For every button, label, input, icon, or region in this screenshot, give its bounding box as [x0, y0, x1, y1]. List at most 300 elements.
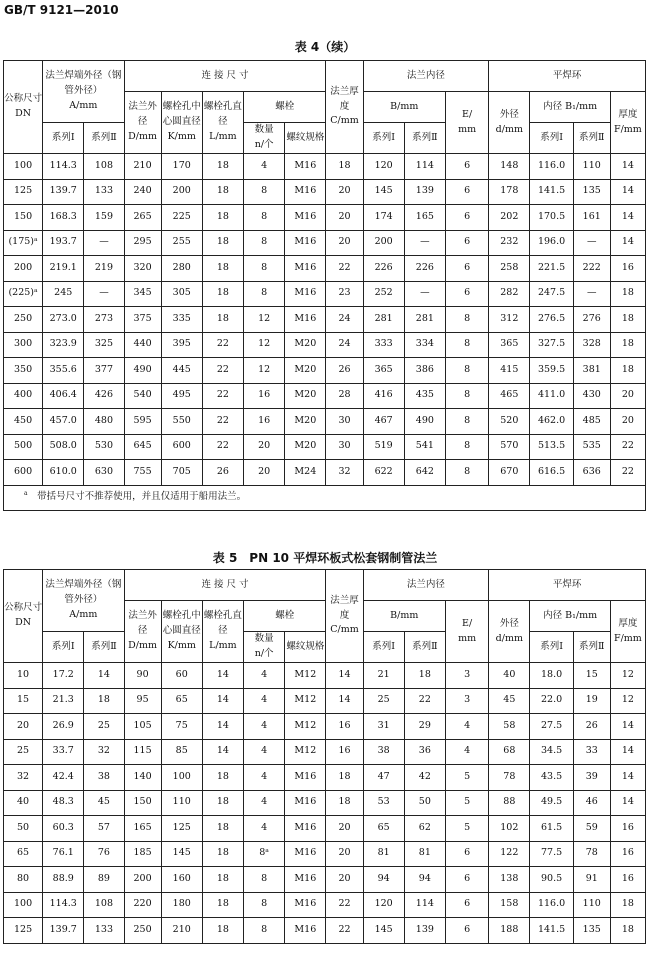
table-cell: M12 — [285, 688, 326, 714]
table-cell: 14 — [326, 688, 363, 714]
table-row — [4, 460, 646, 486]
header-series-1: 系列Ⅰ — [363, 123, 404, 154]
table5 — [3, 569, 646, 944]
table-cell: — — [84, 281, 124, 307]
table-cell: 14 — [610, 179, 645, 205]
header-ring-id: 内径 B₁/mm — [530, 92, 610, 123]
table-cell: 27.5 — [530, 714, 573, 740]
header-bolt-circle-line0: 螺栓孔中心圆直径 — [162, 610, 201, 637]
table-cell: 8 — [244, 179, 285, 205]
table-cell: 145 — [363, 179, 404, 205]
table-cell: 5 — [445, 790, 488, 816]
table-cell: 174 — [363, 205, 404, 231]
header-ring-thickness-line0: 厚度 — [618, 108, 638, 120]
table-cell: 570 — [489, 434, 530, 460]
table-cell: 445 — [161, 358, 202, 384]
header-flange-thickness-line1: C/mm — [330, 624, 359, 636]
header-weld-end-od-line1: A/mm — [69, 608, 98, 620]
table-cell: 252 — [363, 281, 404, 307]
table-cell: 14 — [326, 663, 363, 689]
table-cell: 20 — [326, 867, 363, 893]
table-cell: 120 — [363, 154, 404, 180]
header-bolt-thread — [285, 123, 326, 154]
table-cell: 5 — [445, 816, 488, 842]
table-row — [4, 409, 646, 435]
table-cell: 6 — [445, 867, 488, 893]
table-cell: 48.3 — [43, 790, 84, 816]
header-bolt-circle-line1: K/mm — [167, 639, 196, 651]
table-cell: 755 — [124, 460, 161, 486]
header-bolt-qty — [244, 123, 285, 154]
table-cell: 24 — [326, 332, 363, 358]
table-cell: 116.0 — [530, 154, 573, 180]
table-cell: 170.5 — [530, 205, 573, 231]
table-cell: 18 — [202, 790, 243, 816]
header-nominal-size-line0: 公称尺寸DN — [4, 93, 43, 119]
table-row — [4, 154, 646, 180]
table-cell: 200 — [161, 179, 202, 205]
table-cell: 323.9 — [43, 332, 84, 358]
header-ring-thickness-line1: F/mm — [613, 632, 642, 644]
table-cell: 150 — [4, 205, 43, 231]
header-bolt-hole-line0: 螺栓孔直径 — [203, 101, 242, 128]
table-cell: M16 — [285, 154, 326, 180]
table-cell: 178 — [489, 179, 530, 205]
table-cell: — — [573, 230, 610, 256]
table-cell: 165 — [404, 205, 445, 231]
table-cell: 22 — [202, 383, 243, 409]
table-cell: 365 — [489, 332, 530, 358]
table-cell: 34.5 — [530, 739, 573, 765]
header-bolt-qty-line1: n/个 — [254, 139, 274, 150]
table-cell: 31 — [363, 714, 404, 740]
table-cell: 25 — [4, 739, 43, 765]
table-cell: 58 — [489, 714, 530, 740]
table-cell: 139.7 — [43, 918, 84, 944]
table-cell: 43.5 — [530, 765, 573, 791]
table-cell: 170 — [161, 154, 202, 180]
table-cell: 22 — [202, 332, 243, 358]
table-cell: 328 — [573, 332, 610, 358]
header-bolt-qty — [244, 632, 285, 663]
table-cell: — — [404, 281, 445, 307]
header-series-1: 系列Ⅰ — [43, 632, 84, 663]
table-cell: 18 — [84, 688, 124, 714]
table-cell: 4 — [244, 739, 285, 765]
table-cell: 18 — [202, 179, 243, 205]
table-cell: 65 — [363, 816, 404, 842]
header-flange-od-line0: 法兰外径 — [128, 101, 157, 128]
table-cell: 125 — [4, 179, 43, 205]
table-cell: 334 — [404, 332, 445, 358]
table-cell: 20 — [326, 841, 363, 867]
header-weld-end-od — [43, 61, 124, 123]
header-series-1: 系列Ⅰ — [530, 123, 573, 154]
table-cell: M16 — [285, 205, 326, 231]
table-cell: (175)ᵃ — [4, 230, 43, 256]
table-cell: 200 — [363, 230, 404, 256]
table-cell: 185 — [124, 841, 161, 867]
table-cell: 14 — [610, 714, 645, 740]
table-cell: 535 — [573, 434, 610, 460]
table-cell: 14 — [610, 154, 645, 180]
table-cell: 196.0 — [530, 230, 573, 256]
table-cell: 10 — [4, 663, 43, 689]
table-cell: 210 — [124, 154, 161, 180]
table-cell: 20 — [4, 714, 43, 740]
table-cell: 305 — [161, 281, 202, 307]
table-cell: 38 — [84, 765, 124, 791]
table-cell: 365 — [363, 358, 404, 384]
header-series-1: 系列Ⅰ — [363, 632, 404, 663]
table-cell: 65 — [161, 688, 202, 714]
table-cell: 116.0 — [530, 892, 573, 918]
table-cell: 12 — [244, 307, 285, 333]
table-cell: 18 — [202, 154, 243, 180]
table-cell: M16 — [285, 918, 326, 944]
table-cell: 62 — [404, 816, 445, 842]
table-cell: 450 — [4, 409, 43, 435]
table-cell: 18 — [202, 841, 243, 867]
table-cell: 20 — [326, 205, 363, 231]
table-cell: 108 — [84, 892, 124, 918]
table-cell: 38 — [363, 739, 404, 765]
table-cell: 18 — [326, 765, 363, 791]
table-cell: M16 — [285, 230, 326, 256]
table-cell: 273.0 — [43, 307, 84, 333]
header-flange-od — [124, 601, 161, 663]
table-row — [4, 841, 646, 867]
table-cell: 327.5 — [530, 332, 573, 358]
table-cell: 430 — [573, 383, 610, 409]
table-cell: 670 — [489, 460, 530, 486]
table-cell: 14 — [610, 230, 645, 256]
table-cell: 53 — [363, 790, 404, 816]
table-cell: M16 — [285, 281, 326, 307]
footnote-mark: a — [24, 490, 28, 498]
table-cell: 18 — [326, 154, 363, 180]
table-cell: 276.5 — [530, 307, 573, 333]
table-cell: 4 — [445, 714, 488, 740]
table-cell: 8 — [244, 281, 285, 307]
table-cell: 59 — [573, 816, 610, 842]
header-ring-thickness-line0: 厚度 — [618, 617, 638, 629]
table-cell: 30 — [326, 434, 363, 460]
table-cell: M16 — [285, 867, 326, 893]
table-cell: 16 — [610, 816, 645, 842]
table-cell: 88 — [489, 790, 530, 816]
header-ring-od — [489, 92, 530, 154]
table-cell: 375 — [124, 307, 161, 333]
table-cell: 135 — [573, 918, 610, 944]
header-e-line0: E/ — [462, 108, 473, 120]
table-cell: 18 — [610, 358, 645, 384]
table-cell: 8 — [445, 409, 488, 435]
table-cell: 377 — [84, 358, 124, 384]
table-cell: 105 — [124, 714, 161, 740]
table-cell: 15 — [573, 663, 610, 689]
table-cell: 18.0 — [530, 663, 573, 689]
table-cell: 14 — [610, 205, 645, 231]
table-cell: 159 — [84, 205, 124, 231]
table-cell: 180 — [161, 892, 202, 918]
table-cell: 210 — [161, 918, 202, 944]
table-row — [4, 434, 646, 460]
table-cell: 18 — [202, 256, 243, 282]
table-cell: (225)ᵃ — [4, 281, 43, 307]
header-e-line1: mm — [458, 123, 477, 135]
table-cell: 141.5 — [530, 918, 573, 944]
table-cell: 16 — [326, 739, 363, 765]
table-cell: 22 — [610, 460, 645, 486]
table-cell: 6 — [445, 256, 488, 282]
table-cell: 8 — [445, 332, 488, 358]
table-cell: 22 — [326, 892, 363, 918]
table-cell: 8 — [445, 460, 488, 486]
table-cell: 61.5 — [530, 816, 573, 842]
table-cell: 16 — [244, 383, 285, 409]
table-cell: 26.9 — [43, 714, 84, 740]
table-cell: 219 — [84, 256, 124, 282]
table-cell: 78 — [489, 765, 530, 791]
table-cell: 25 — [363, 688, 404, 714]
header-bolt-hole-line1: L/mm — [209, 639, 237, 651]
table-cell: 150 — [124, 790, 161, 816]
table-cell: 490 — [124, 358, 161, 384]
table-cell: 8 — [244, 256, 285, 282]
table-cell: 350 — [4, 358, 43, 384]
table-cell: 39 — [573, 765, 610, 791]
table-cell: 18 — [610, 892, 645, 918]
table-cell: 17.2 — [43, 663, 84, 689]
table-cell: 114.3 — [43, 892, 84, 918]
table-cell: 14 — [202, 688, 243, 714]
table-cell: 550 — [161, 409, 202, 435]
table-row — [4, 790, 646, 816]
table-cell: M16 — [285, 179, 326, 205]
table-cell: 26 — [202, 460, 243, 486]
table-cell: 400 — [4, 383, 43, 409]
header-connection-dims: 连 接 尺 寸 — [124, 61, 326, 92]
header-ring-od-line0: 外径 — [499, 617, 519, 629]
table-cell: 426 — [84, 383, 124, 409]
table-cell: 29 — [404, 714, 445, 740]
table-cell: 145 — [161, 841, 202, 867]
table-cell: 282 — [489, 281, 530, 307]
table-cell: 102 — [489, 816, 530, 842]
table-cell: 95 — [124, 688, 161, 714]
table-cell: 395 — [161, 332, 202, 358]
table-cell: 133 — [84, 918, 124, 944]
table-cell: 114 — [404, 154, 445, 180]
table-cell: 26 — [573, 714, 610, 740]
table-cell: 435 — [404, 383, 445, 409]
table-cell: 24 — [326, 307, 363, 333]
header-nominal-size — [4, 61, 43, 154]
table-cell: 381 — [573, 358, 610, 384]
header-bolt-hole — [202, 601, 243, 663]
header-flange-od-line0: 法兰外径 — [128, 610, 157, 637]
table-cell: 133 — [84, 179, 124, 205]
header-flange-thickness-line1: C/mm — [330, 115, 359, 127]
table-cell: 18 — [202, 307, 243, 333]
header-series-2: 系列Ⅱ — [404, 632, 445, 663]
table-cell: 33 — [573, 739, 610, 765]
table-cell: 490 — [404, 409, 445, 435]
table-cell: 14 — [610, 739, 645, 765]
table-row — [4, 816, 646, 842]
table-cell: 6 — [445, 230, 488, 256]
table-cell: 320 — [124, 256, 161, 282]
table-cell: 359.5 — [530, 358, 573, 384]
table-cell: 125 — [161, 816, 202, 842]
table-cell: 139.7 — [43, 179, 84, 205]
header-series-2: 系列Ⅱ — [84, 632, 124, 663]
table-cell: 600 — [4, 460, 43, 486]
table-cell: 18 — [202, 765, 243, 791]
table-cell: 19 — [573, 688, 610, 714]
header-weld-end-od-line1: A/mm — [69, 99, 98, 111]
table-cell: 94 — [404, 867, 445, 893]
table-cell: 28 — [326, 383, 363, 409]
table-cell: 60.3 — [43, 816, 84, 842]
header-ring-thickness — [610, 601, 645, 663]
table-cell: 100 — [4, 892, 43, 918]
table-cell: 100 — [161, 765, 202, 791]
header-e — [445, 92, 488, 154]
table-cell: 616.5 — [530, 460, 573, 486]
table-cell: 81 — [404, 841, 445, 867]
header-bolt-qty-line1: n/个 — [254, 648, 274, 659]
table-cell: 3 — [445, 663, 488, 689]
table-cell: 22 — [202, 358, 243, 384]
table-cell: 18 — [202, 892, 243, 918]
table-cell: M20 — [285, 332, 326, 358]
table-cell: 8 — [445, 307, 488, 333]
table-cell: 630 — [84, 460, 124, 486]
table-cell: 89 — [84, 867, 124, 893]
table-cell: 345 — [124, 281, 161, 307]
table-cell: 225 — [161, 205, 202, 231]
header-flange-thickness — [326, 61, 363, 154]
table-cell: 280 — [161, 256, 202, 282]
table-cell: 20 — [610, 383, 645, 409]
table-cell: 20 — [244, 460, 285, 486]
table-cell: 250 — [124, 918, 161, 944]
table-cell: 200 — [4, 256, 43, 282]
header-bolt-thread-line0: 螺纹规格 — [286, 131, 325, 143]
table-cell: 160 — [161, 867, 202, 893]
header-e-line0: E/ — [462, 617, 473, 629]
table-row — [4, 765, 646, 791]
table-cell: 6 — [445, 179, 488, 205]
table-cell: 4 — [244, 714, 285, 740]
header-nominal-size-line0: 公称尺寸DN — [4, 602, 43, 628]
table-cell: 325 — [84, 332, 124, 358]
header-ring-od-line0: 外径 — [499, 108, 519, 120]
table-cell: 4 — [445, 739, 488, 765]
table-cell: 14 — [202, 714, 243, 740]
table-cell: 60 — [161, 663, 202, 689]
table-cell: 158 — [489, 892, 530, 918]
header-bolt-hole — [202, 92, 243, 154]
table-cell: 165 — [124, 816, 161, 842]
header-connection-dims: 连 接 尺 寸 — [124, 570, 326, 601]
table-cell: 42 — [404, 765, 445, 791]
table-cell: 22 — [202, 434, 243, 460]
table-cell: 14 — [202, 663, 243, 689]
table-row — [4, 281, 646, 307]
table-cell: M16 — [285, 841, 326, 867]
table-cell: 18 — [202, 816, 243, 842]
table-cell: 80 — [4, 867, 43, 893]
table-cell: 14 — [610, 790, 645, 816]
header-flange-od-line1: D/mm — [128, 639, 157, 651]
table-cell: 386 — [404, 358, 445, 384]
header-bore-unit: B/mm — [363, 601, 445, 632]
table-cell: 161 — [573, 205, 610, 231]
table-cell: 406.4 — [43, 383, 84, 409]
table-cell: 226 — [363, 256, 404, 282]
table-cell: 465 — [489, 383, 530, 409]
table-cell: 14 — [202, 739, 243, 765]
table-cell: 8 — [445, 383, 488, 409]
table-cell: 81 — [363, 841, 404, 867]
table-cell: 115 — [124, 739, 161, 765]
table-cell: M24 — [285, 460, 326, 486]
table-cell: 541 — [404, 434, 445, 460]
table-cell: 135 — [573, 179, 610, 205]
table-cell: 36 — [404, 739, 445, 765]
table-cell: 8 — [445, 358, 488, 384]
table-cell: 139 — [404, 179, 445, 205]
table-cell: 20 — [326, 179, 363, 205]
header-series-2: 系列Ⅱ — [573, 123, 610, 154]
table-cell: 90 — [124, 663, 161, 689]
table-cell: 333 — [363, 332, 404, 358]
table-cell: M16 — [285, 790, 326, 816]
table-cell: 18 — [610, 918, 645, 944]
table-cell: 42.4 — [43, 765, 84, 791]
standard-number: GB/T 9121—2010 — [4, 3, 119, 17]
table-cell: 440 — [124, 332, 161, 358]
table-cell: 335 — [161, 307, 202, 333]
table-cell: M12 — [285, 714, 326, 740]
header-bolt-qty-line0: 数量 — [254, 633, 274, 645]
table-cell: 530 — [84, 434, 124, 460]
table-cell: 141.5 — [530, 179, 573, 205]
table-cell: 16 — [610, 841, 645, 867]
table-cell: M12 — [285, 663, 326, 689]
table-cell: 16 — [244, 409, 285, 435]
table-cell: 18 — [326, 790, 363, 816]
header-bolt-circle — [161, 601, 202, 663]
header-weld-end-od — [43, 570, 124, 632]
table-row — [4, 205, 646, 231]
table-cell: 462.0 — [530, 409, 573, 435]
table-cell: 4 — [244, 816, 285, 842]
table-cell: 108 — [84, 154, 124, 180]
table-cell: 200 — [124, 867, 161, 893]
table-cell: 12 — [244, 358, 285, 384]
header-bolt-thread — [285, 632, 326, 663]
table-row — [4, 179, 646, 205]
table-cell: 276 — [573, 307, 610, 333]
table-cell: 645 — [124, 434, 161, 460]
table-cell: 18 — [404, 663, 445, 689]
table-cell: 12 — [244, 332, 285, 358]
table-cell: 32 — [4, 765, 43, 791]
